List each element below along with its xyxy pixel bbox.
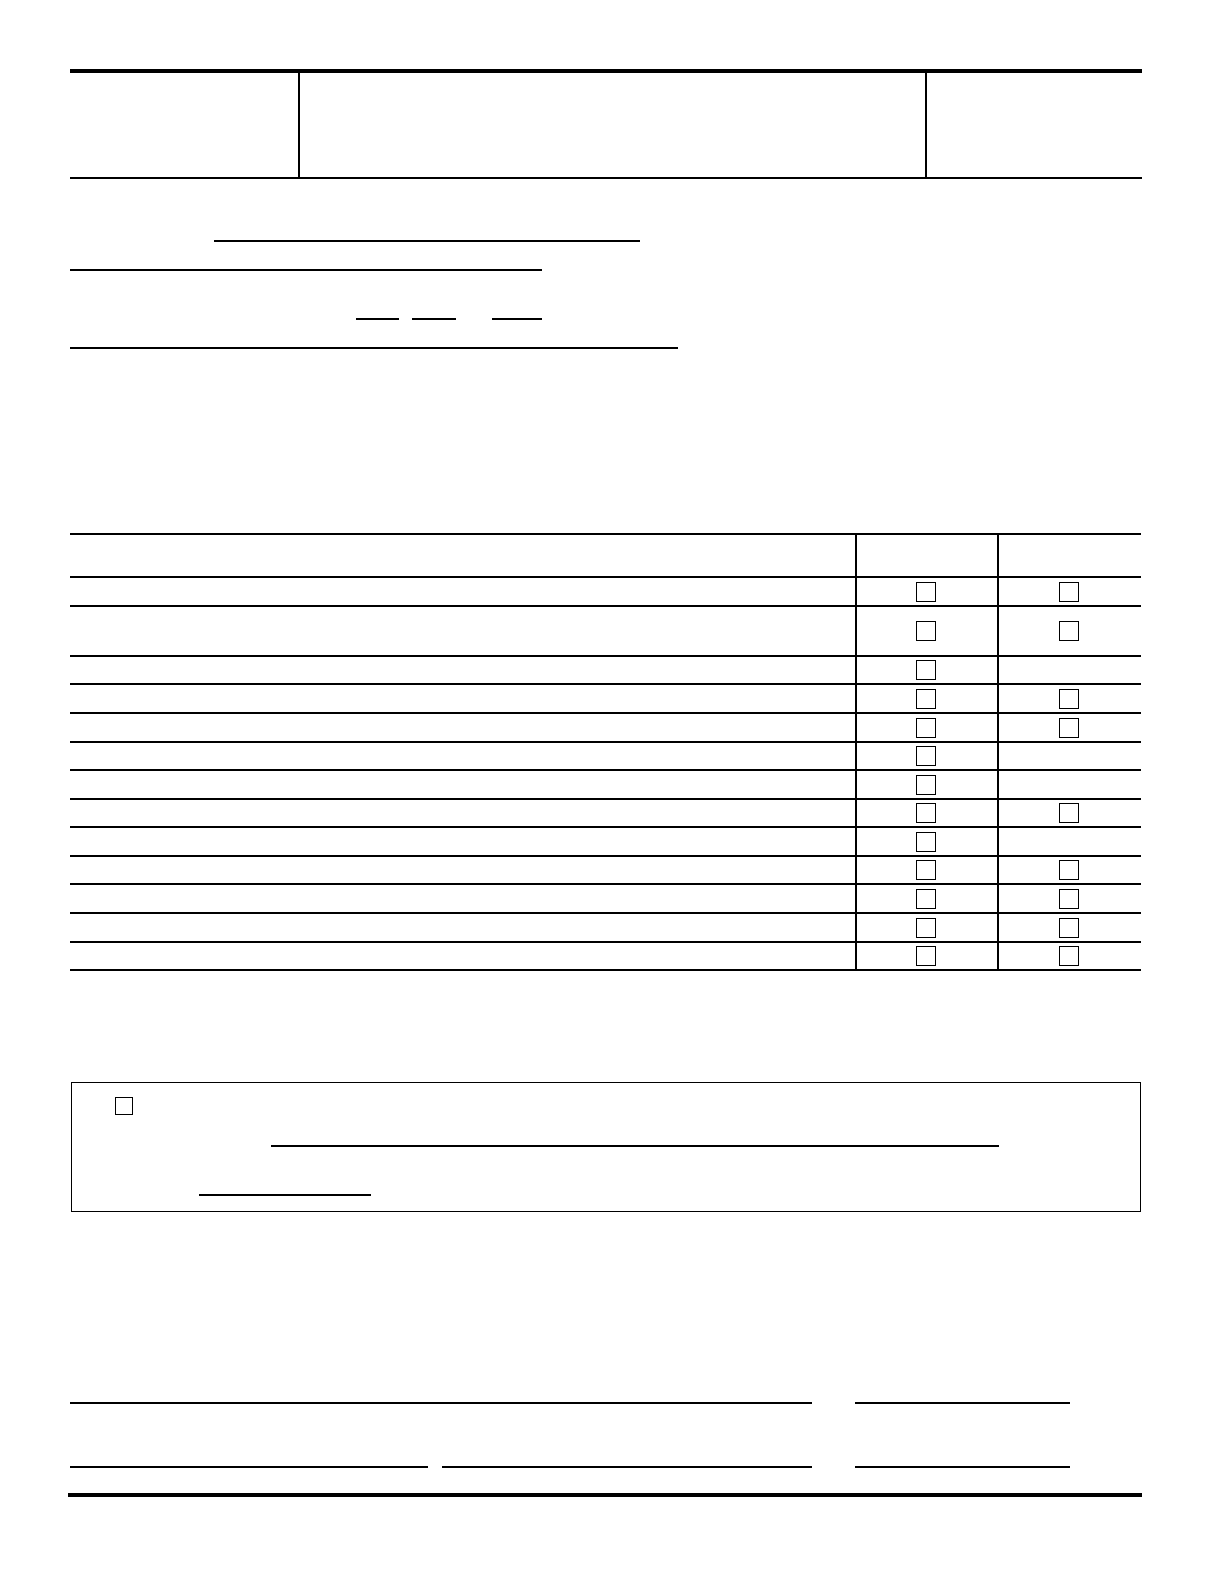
table-top-rule	[70, 533, 1141, 535]
name-line-b[interactable]	[442, 1466, 812, 1468]
row-10-col1-checkbox[interactable]	[916, 860, 936, 880]
row-4-col1-checkbox[interactable]	[916, 689, 936, 709]
row-7-col1-checkbox[interactable]	[916, 775, 936, 795]
table-row-rule	[70, 883, 1141, 885]
name-line-a[interactable]	[70, 1466, 428, 1468]
table-row-rule	[70, 798, 1141, 800]
row-6-col1-checkbox[interactable]	[916, 746, 936, 766]
row-1-col1-checkbox[interactable]	[916, 582, 936, 602]
table-row-rule	[70, 769, 1141, 771]
certification-box	[71, 1082, 1141, 1212]
row-2-col1-checkbox[interactable]	[916, 621, 936, 641]
table-row-rule	[70, 683, 1141, 685]
row-4-col2-checkbox[interactable]	[1059, 689, 1079, 709]
row-9-col1-checkbox[interactable]	[916, 832, 936, 852]
table-row-rule	[70, 941, 1141, 943]
table-row-rule	[70, 655, 1141, 657]
row-2-col2-checkbox[interactable]	[1059, 621, 1079, 641]
row-8-col2-checkbox[interactable]	[1059, 803, 1079, 823]
footer-rule	[68, 1493, 1142, 1497]
table-row-rule	[70, 969, 1141, 971]
table-row-rule	[70, 712, 1141, 714]
table-row-rule	[70, 741, 1141, 743]
row-5-col1-checkbox[interactable]	[916, 718, 936, 738]
certification-field-line-1[interactable]	[271, 1145, 999, 1147]
table-row-rule	[70, 605, 1141, 607]
certification-checkbox[interactable]	[115, 1097, 133, 1115]
row-12-col2-checkbox[interactable]	[1059, 918, 1079, 938]
date-line-2[interactable]	[855, 1466, 1070, 1468]
table-row-rule	[70, 826, 1141, 828]
row-11-col2-checkbox[interactable]	[1059, 889, 1079, 909]
table-col-divider-1	[855, 533, 857, 969]
row-13-col1-checkbox[interactable]	[916, 946, 936, 966]
row-8-col1-checkbox[interactable]	[916, 803, 936, 823]
date-line-1[interactable]	[855, 1402, 1070, 1404]
row-1-col2-checkbox[interactable]	[1059, 582, 1079, 602]
table-header-rule	[70, 576, 1141, 578]
signature-line[interactable]	[70, 1402, 812, 1404]
row-11-col1-checkbox[interactable]	[916, 889, 936, 909]
row-5-col2-checkbox[interactable]	[1059, 718, 1079, 738]
row-3-col1-checkbox[interactable]	[916, 660, 936, 680]
table-row-rule	[70, 855, 1141, 857]
table-col-divider-2	[997, 533, 999, 969]
row-12-col1-checkbox[interactable]	[916, 918, 936, 938]
row-10-col2-checkbox[interactable]	[1059, 860, 1079, 880]
table-row-rule	[70, 912, 1141, 914]
certification-field-line-2[interactable]	[199, 1194, 371, 1196]
row-13-col2-checkbox[interactable]	[1059, 946, 1079, 966]
